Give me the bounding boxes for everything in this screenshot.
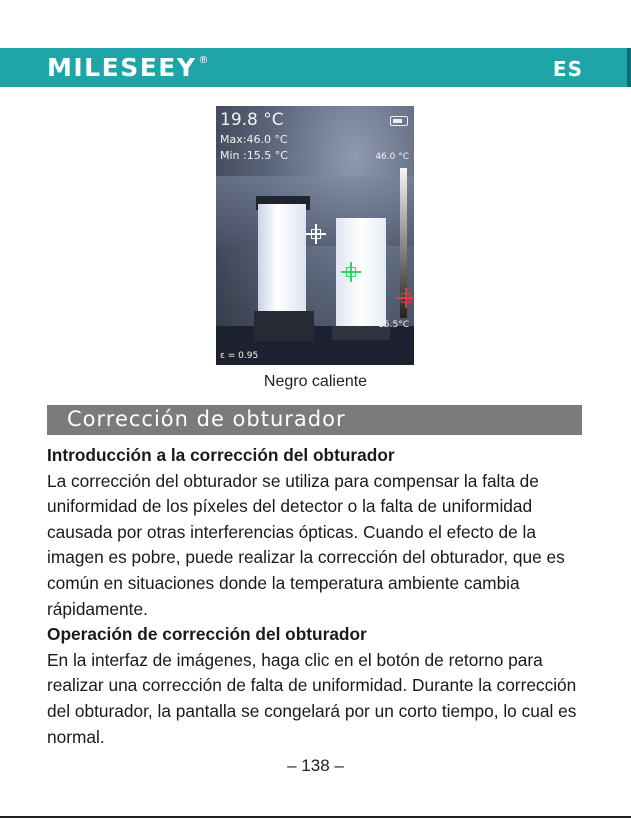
image-caption: Negro caliente [263, 373, 368, 390]
registered-mark: ® [198, 55, 210, 66]
content-body [47, 443, 592, 750]
section-header [47, 405, 582, 435]
min-temperature: Min :15.5 °C [220, 149, 288, 162]
emissivity-label: ε = 0.95 [220, 351, 259, 361]
cold-spot-crosshair-icon [341, 262, 361, 282]
operation-heading: Operación de corrección del obturador [47, 624, 367, 645]
bottom-divider [0, 816, 631, 818]
scale-bottom-label: 15.5°C [378, 320, 409, 330]
battery-icon [390, 116, 408, 126]
scale-top-label: 46.0 °C [375, 152, 409, 162]
header-bar [0, 48, 631, 87]
center-crosshair-icon [306, 224, 326, 244]
intro-paragraph: La corrección del obturador se utiliza para compensar la falta de uniformidad de los píxeles del detector o la falta de uniformidad causada por otras interferencias ópticas. Cuando el efecto de la imagen es pobre, puede realizar la corrección del obturador, que es común en situaciones donde la temperatura ambiente cambia rápidamente. [47, 470, 565, 619]
thermal-image [216, 106, 414, 365]
hot-spot-crosshair-icon [396, 288, 414, 308]
brand-logo [47, 53, 210, 82]
operation-paragraph: En la interfaz de imágenes, haga clic en el botón de retorno para realizar una corrección de falta de uniformidad. Durante la corrección del obturador, la pantalla se congelará por un corto tiempo, lo cual es normal. [47, 649, 577, 747]
brand-name: MILESEEY [47, 53, 197, 82]
thermal-object-base [254, 311, 314, 341]
language-code: ES [552, 57, 583, 81]
max-temperature: Max:46.0 °C [220, 133, 288, 146]
page-number: – 138 – [287, 756, 344, 775]
thermal-object-left [258, 204, 306, 314]
center-temperature: 19.8 °C [220, 110, 284, 130]
section-title: Corrección de obturador [67, 407, 346, 431]
intro-heading: Introducción a la corrección del obturador [47, 445, 395, 465]
